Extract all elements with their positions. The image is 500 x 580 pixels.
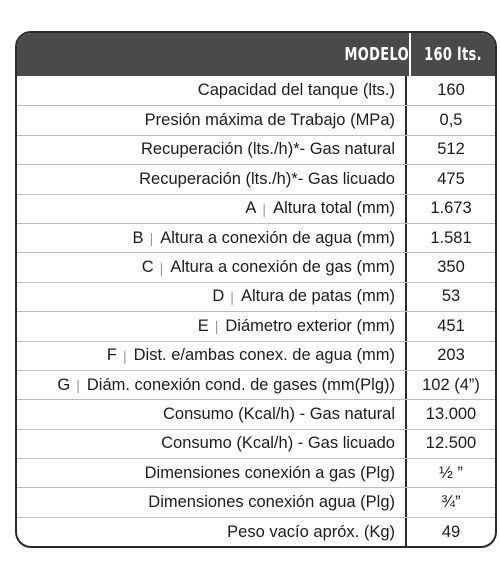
table-row [17,517,495,546]
row-value: ½ ” [439,463,463,482]
row-label-text: Altura a conexión de agua (mm) [160,228,395,247]
row-value: 512 [437,140,465,159]
dimension-letter: C [141,258,154,277]
row-label-text: Altura a conexión de gas (mm) [170,258,395,277]
dimension-letter: F [106,346,117,365]
letter-separator: | [230,288,234,305]
table-header [17,33,495,76]
dimension-letter: D [212,287,225,306]
header-model-value: 160 lts. [424,44,482,65]
table-row [17,164,495,193]
row-value: 12.500 [425,434,477,453]
table-row [17,76,495,105]
table-row [17,252,495,281]
row-label [17,106,405,134]
row-label [17,283,405,311]
row-value: 0,5 [439,111,463,130]
row-label-text: Diám. conexión cond. de gases (mm(Plg)) [86,375,395,394]
row-value: 160 [437,81,465,100]
table-row [17,223,495,252]
header-model-label: MODELO [344,44,409,65]
row-label-text: Consumo (Kcal/h) - Gas natural [162,404,395,423]
table-row [17,429,495,458]
row-label [17,253,405,281]
letter-separator: | [262,200,267,217]
row-label [17,76,405,105]
letter-separator: | [159,259,164,276]
row-value: 102 (4”) [422,375,480,394]
table-row [17,282,495,311]
row-label [17,224,405,252]
table-row [17,487,495,516]
letter-separator: | [214,318,219,335]
table-row [17,399,495,428]
table-row [17,194,495,223]
row-label-text: Recuperación (lts./h)*- Gas licuado [139,169,395,188]
letter-separator: | [149,230,154,247]
row-label-text: Diámetro exterior (mm) [225,316,395,335]
table-row [17,311,495,340]
table-row [17,341,495,370]
row-label [17,400,405,428]
row-label [17,136,405,164]
header-divider [409,33,411,76]
row-label [17,195,405,223]
table-row [17,135,495,164]
row-value: 203 [437,346,465,365]
spec-table [15,31,497,548]
row-label [17,342,405,370]
row-label [17,371,405,399]
row-label [17,430,405,458]
dimension-letter: G [57,375,71,394]
row-value: 13.000 [425,404,477,423]
row-label-text: Capacidad del tanque (lts.) [197,81,395,100]
row-label-text: Dimensiones conexión a gas (Plg) [144,463,395,482]
row-label [17,518,405,546]
row-value: 451 [437,316,465,335]
row-value: ¾” [441,493,461,512]
row-value: 1.581 [430,228,472,247]
row-label [17,165,405,193]
row-value: 475 [437,169,465,188]
letter-separator: | [76,377,80,394]
row-label-text: Dist. e/ambas conex. de agua (mm) [133,346,395,365]
row-label-text: Recuperación (lts./h)*- Gas natural [140,140,395,159]
table-body [17,76,495,546]
row-label [17,488,405,516]
row-label-text: Altura de patas (mm) [240,287,395,306]
row-label-text: Presión máxima de Trabajo (MPa) [144,111,395,130]
row-value: 53 [441,287,461,306]
table-row [17,370,495,399]
row-value: 350 [437,258,465,277]
row-label-text: Consumo (Kcal/h) - Gas licuado [161,434,395,453]
table-row [17,458,495,487]
row-label-text: Peso vacío apróx. (Kg) [227,522,395,541]
row-label [17,312,405,340]
dimension-letter: E [197,316,209,335]
letter-separator: | [123,347,127,364]
row-value: 49 [441,522,461,541]
row-value: 1.673 [430,199,472,218]
row-label [17,459,405,487]
dimension-letter: A [245,199,257,218]
table-row [17,105,495,134]
row-label-text: Altura total (mm) [273,199,395,218]
dimension-letter: B [132,228,144,247]
row-label-text: Dimensiones conexión agua (Plg) [148,493,395,512]
